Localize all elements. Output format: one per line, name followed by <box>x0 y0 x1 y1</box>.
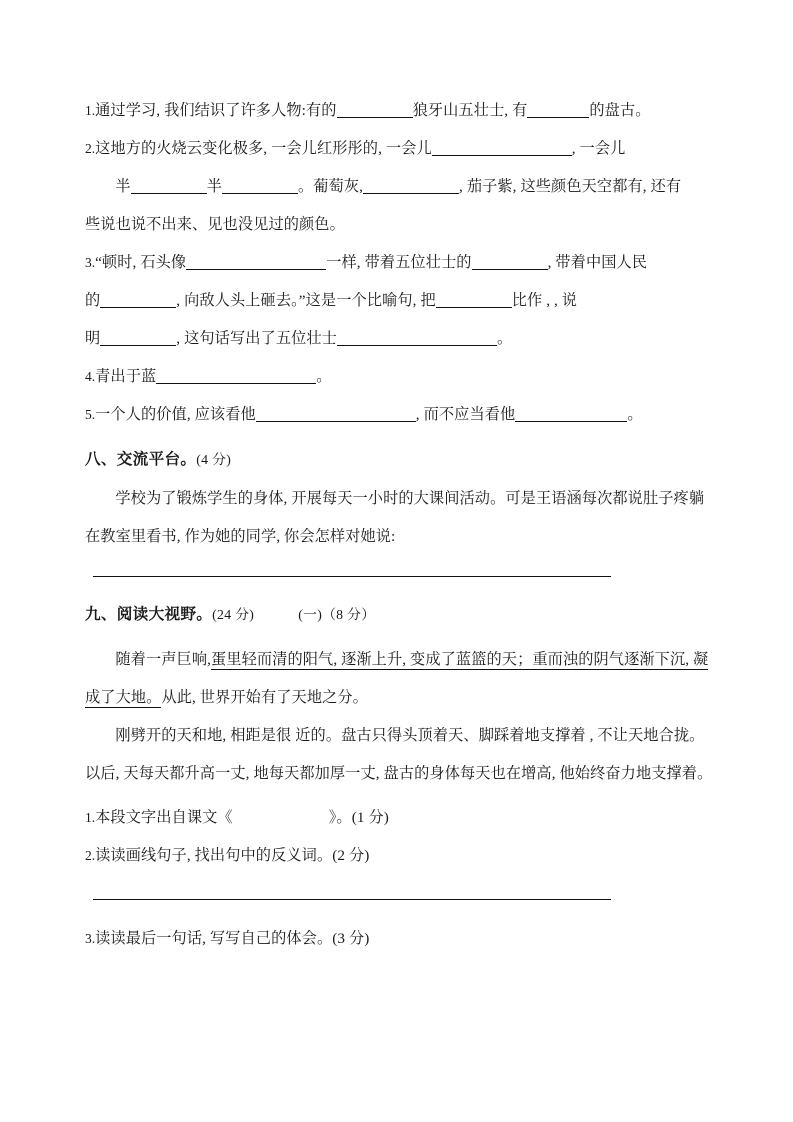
passage-p1-plain-end: 从此, 世界开始有了天地之分。 <box>161 689 368 706</box>
question-1-text-part2: 狼牙山五壮士, 有 <box>412 102 528 119</box>
reading-question-3-number: 3. <box>85 931 96 946</box>
reading-question-3 <box>85 920 713 958</box>
question-4-text-part2: 。 <box>316 368 332 385</box>
question-4-text-part1: 青出于蓝 <box>95 368 157 385</box>
question-3-line-2 <box>85 282 713 320</box>
question-4 <box>85 358 713 396</box>
question-1-number: 1. <box>85 103 96 118</box>
question-5 <box>85 396 713 434</box>
question-3-blank-2[interactable] <box>472 254 548 270</box>
reading-question-2-answer-line[interactable] <box>93 899 611 900</box>
question-1 <box>85 92 713 130</box>
question-2-blank-4[interactable] <box>363 178 459 194</box>
question-2-blank-1[interactable] <box>432 140 572 156</box>
reading-question-1-number: 1. <box>85 810 96 825</box>
question-2-blank-3[interactable] <box>222 178 298 194</box>
question-1-text-part3: 的盘古。 <box>589 102 651 119</box>
question-2-line-3 <box>85 206 713 244</box>
question-3-blank-6[interactable] <box>337 330 497 346</box>
section-9-points: (24 分) <box>212 607 255 622</box>
reading-question-2-number: 2. <box>85 848 96 863</box>
question-3-blank-3[interactable] <box>100 292 176 308</box>
question-3-text-part7: 明 <box>85 330 101 347</box>
question-2-number: 2. <box>85 141 96 156</box>
question-3-number: 3. <box>85 255 96 270</box>
section-8-heading <box>85 440 713 480</box>
question-2-text-part4: 半 <box>206 178 222 195</box>
question-2-text-part2: , 一会儿 <box>571 140 626 157</box>
question-3-line-1 <box>85 244 713 282</box>
question-1-text-part1: 通过学习, 我们结识了许多人物:有的 <box>95 102 337 119</box>
question-1-blank-2[interactable] <box>527 102 589 118</box>
question-2-text-part7: 些说也说不出来、见也没见过的颜色。 <box>85 216 345 233</box>
question-5-text-part1: 一个人的价值, 应该看他 <box>95 406 256 423</box>
passage-p1-underlined: 蛋里轻而清的阳气, 逐渐上升, 变成了蓝篮的天；重而浊的阴气逐渐下沉, 凝成了大地。 <box>85 651 709 706</box>
question-3-text-part9: 。 <box>496 330 513 347</box>
reading-question-1-text-before: 本段文字出自课文《 <box>95 809 233 826</box>
question-3-text-part8: , 这句话写出了五位壮士 <box>176 330 337 347</box>
question-4-blank-1[interactable] <box>156 368 316 384</box>
question-3-text-part1: “顿时, 石头像 <box>95 254 187 271</box>
question-2-blank-2[interactable] <box>131 178 207 194</box>
reading-question-2-text: 读读画线句子, 找出句中的反义词。(2 分) <box>95 847 370 864</box>
question-2-text-part6: , 茄子紫, 这些颜色天空都有, 还有 <box>459 178 682 195</box>
question-3-text-part6: 比作 , , 说 <box>511 292 578 309</box>
section-9-subsection: (一)（8 分） <box>298 607 376 622</box>
question-2-line-2 <box>85 168 713 206</box>
section-8-points: (4 分) <box>196 452 232 467</box>
question-5-number: 5. <box>85 407 96 422</box>
question-3-blank-5[interactable] <box>100 330 176 346</box>
reading-question-2 <box>85 837 713 875</box>
reading-question-1-text-after: 》。(1 分) <box>328 809 389 826</box>
question-3-text-part2: 一样, 带着五位壮士的 <box>326 254 472 271</box>
question-5-blank-2[interactable] <box>515 406 627 422</box>
question-5-blank-1[interactable] <box>256 406 416 422</box>
question-2-text-part5: 。葡萄灰, <box>297 178 364 195</box>
passage-paragraph-1 <box>85 641 713 717</box>
section-9-heading <box>85 595 713 635</box>
reading-question-3-text: 读读最后一句话, 写写自己的体会。(3 分) <box>95 930 370 947</box>
question-1-blank-1[interactable] <box>337 102 413 118</box>
passage-p1-plain-start: 随着一声巨响, <box>115 651 212 668</box>
question-3-text-part4: 的 <box>85 292 101 309</box>
question-5-text-part2: , 而不应当看他 <box>415 406 516 423</box>
question-2-text-part3: 半 <box>115 178 131 195</box>
question-3-text-part3: , 带着中国人民 <box>547 254 648 271</box>
section-8-title: 八、交流平台。 <box>85 451 197 468</box>
question-2-line-1 <box>85 130 713 168</box>
question-3-blank-1[interactable] <box>186 254 326 270</box>
question-3-line-3 <box>85 320 713 358</box>
page-content <box>85 92 713 958</box>
question-3-text-part5: , 向敌人头上砸去。”这是一个比喻句, 把 <box>176 292 436 309</box>
passage-paragraph-2: 刚劈开的天和地, 相距是很 近的。盘古只得头顶着天、脚踩着地支撑着 , 不让天地合拢。以后, 天每天都升高一丈, 地每天都加厚一丈, 盘古的身体每天也在增高, 他始终奋力地支撑着。 <box>85 727 713 782</box>
section-8-answer-line[interactable] <box>93 576 611 577</box>
section-9-title: 九、阅读大视野。 <box>85 606 213 623</box>
question-2-text-part1: 这地方的火烧云变化极多, 一会儿红形彤的, 一会儿 <box>95 140 432 157</box>
question-3-blank-4[interactable] <box>436 292 512 308</box>
question-5-text-part3: 。 <box>627 406 643 423</box>
reading-question-1 <box>85 799 713 837</box>
section-8-body: 学校为了锻炼学生的身体, 开展每天一小时的大课间活动。可是王语涵每次都说肚子疼躺在教室里看书, 作为她的同学, 你会怎样对她说: <box>85 490 705 545</box>
question-4-number: 4. <box>85 369 96 384</box>
